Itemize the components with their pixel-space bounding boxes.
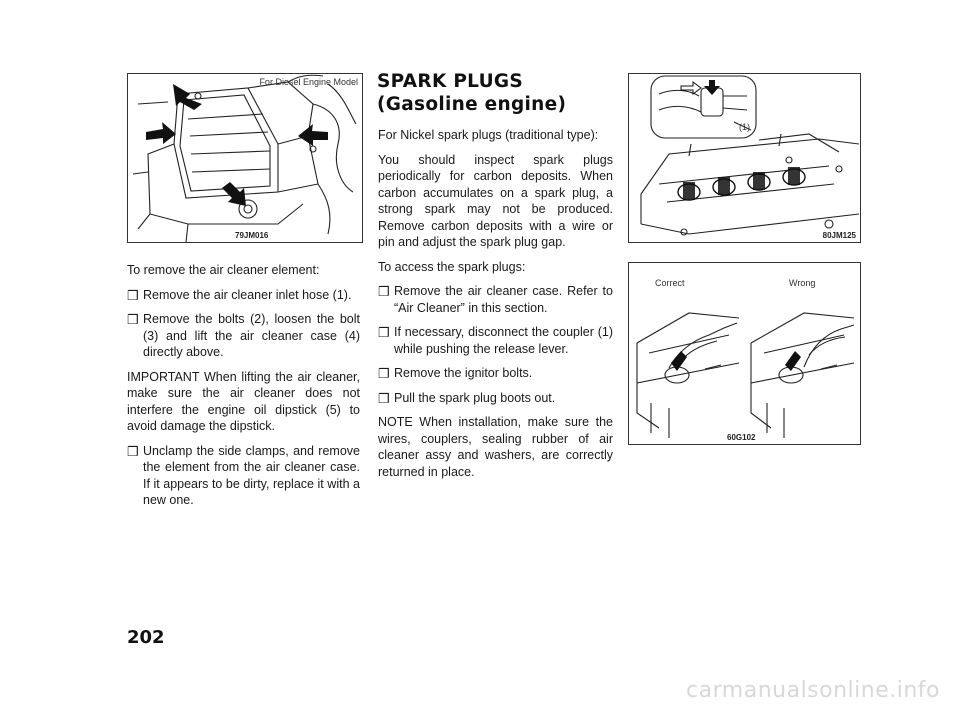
list-item: ❒ Remove the ignitor bolts. — [378, 366, 533, 381]
label-correct: Correct — [655, 278, 685, 288]
figure-caption: For Diesel Engine Model — [259, 77, 358, 87]
list-item: ❒ Remove the air cleaner case. Refer to “Air Cleaner” in this section. — [378, 284, 613, 315]
page-number: 202 — [127, 627, 165, 648]
intro-text: To remove the air cleaner element: — [127, 263, 320, 277]
label-wrong: Wrong — [789, 278, 816, 288]
air-cleaner-illustration — [128, 74, 362, 242]
important-note: IMPORTANT When lifting the air cleaner, make sure the air cleaner does not interfere the engine oil dipstick (5) to avoid damage the dipstick. — [127, 369, 360, 433]
figure-coupler — [628, 73, 861, 243]
boot-removal-illustration — [629, 263, 860, 444]
figure-code: 79JM016 — [235, 231, 269, 240]
middle-column — [378, 127, 613, 488]
callout-label: (1) — [739, 122, 750, 132]
paragraph: To access the spark plugs: — [378, 259, 526, 274]
figure-code: 80JM125 — [822, 231, 856, 240]
checkbox-bullet-icon: ❒ — [127, 312, 139, 327]
note-text: NOTE When installation, make sure the wires, couplers, sealing rubber of air cleaner assy and washers, are correctly returned in place. — [378, 415, 613, 479]
list-item: ❒ Remove the bolts (2), loosen the bolt (3) and lift the air cleaner case (4) directly above. — [127, 312, 360, 359]
paragraph: You should inspect spark plugs periodically for carbon deposits. When carbon accumulates on a spark plug, a strong spark may not be produced. Remove carbon deposits with a wire or pin and adjust the spark plug gap. — [378, 152, 613, 249]
engine-coupler-illustration — [629, 74, 860, 242]
paragraph: For Nickel spark plugs (traditional type): — [378, 128, 599, 142]
list-item: ❒ Unclamp the side clamps, and remove the element from the air cleaner case. If it appears to be dirty, replace it with a new one. — [127, 443, 360, 507]
left-column — [127, 262, 360, 517]
checkbox-bullet-icon: ❒ — [378, 284, 390, 299]
watermark: carmanualsonline.info — [686, 678, 940, 703]
list-item: ❒ Remove the air cleaner inlet hose (1). — [127, 287, 352, 303]
checkbox-bullet-icon: ❒ — [127, 287, 139, 303]
checkbox-bullet-icon: ❒ — [378, 325, 390, 340]
figure-code: 60G102 — [727, 433, 756, 442]
checkbox-bullet-icon: ❒ — [127, 443, 139, 459]
section-heading: SPARK PLUGS (Gasoline engine) — [377, 71, 567, 115]
checkbox-bullet-icon: ❒ — [378, 366, 390, 381]
figure-air-cleaner — [127, 73, 363, 243]
list-item: ❒ Pull the spark plug boots out. — [378, 390, 556, 406]
checkbox-bullet-icon: ❒ — [378, 390, 390, 406]
figure-boots — [628, 262, 861, 445]
list-item: ❒ If necessary, disconnect the coupler (1) while pushing the release lever. — [378, 325, 613, 356]
